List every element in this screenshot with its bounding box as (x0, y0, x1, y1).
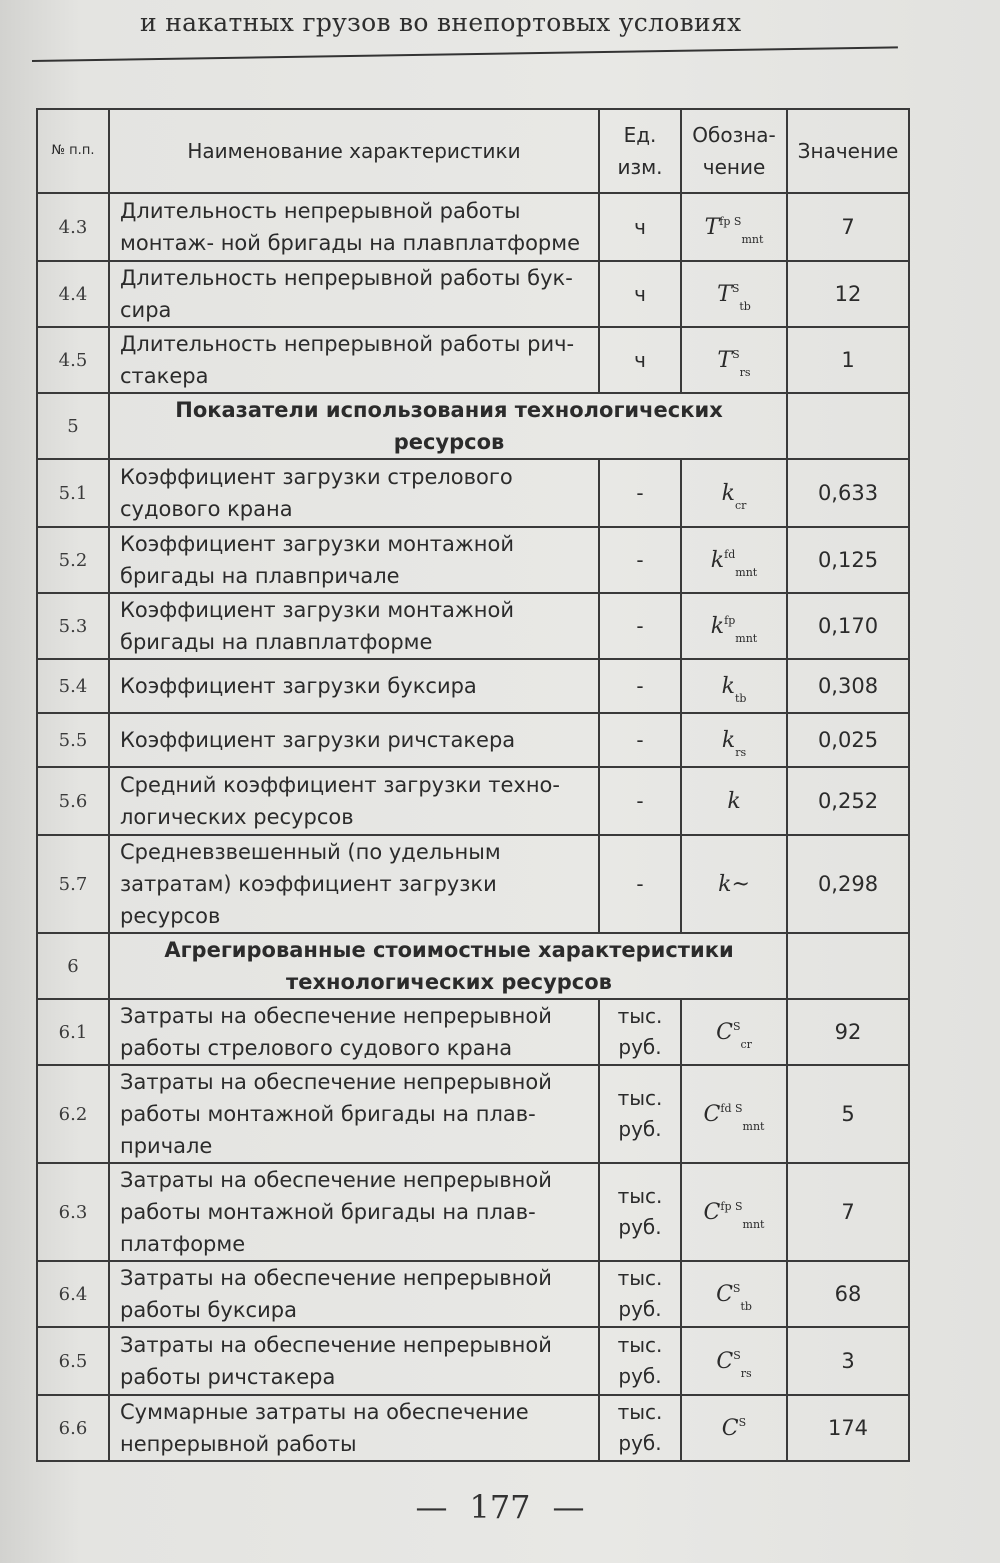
row-symbol (681, 659, 787, 713)
row-value (787, 393, 909, 459)
row-symbol (681, 1065, 787, 1163)
table-row (37, 659, 909, 713)
row-value: 92 (787, 999, 909, 1065)
row-value: 12 (787, 261, 909, 327)
row-number: 5.3 (37, 593, 109, 659)
row-value: 0,308 (787, 659, 909, 713)
row-unit: тыс. руб. (599, 1163, 681, 1261)
symbol-subscript: tb (740, 1299, 752, 1313)
symbol-base: C (703, 1199, 721, 1225)
row-name: Затраты на обеспечение непрерывной работы стрелового судового крана (109, 999, 599, 1065)
table-body (37, 193, 909, 1461)
row-name: Агрегированные стоимостные характеристики технологических ресурсов (109, 933, 787, 999)
symbol-superscript: S (733, 1348, 741, 1362)
characteristics-table-wrapper (36, 108, 908, 1462)
table-row (37, 713, 909, 767)
section-row (37, 393, 909, 459)
header-symbol: Обозна- чение (681, 109, 787, 193)
row-value: 0,298 (787, 835, 909, 933)
table-row (37, 261, 909, 327)
symbol-subscript: mnt (742, 1119, 765, 1133)
table-row (37, 835, 909, 933)
row-number: 5.1 (37, 459, 109, 527)
row-name: Затраты на обеспечение непрерывной работы монтажной бригады на плав- платформе (109, 1163, 599, 1261)
symbol-subscript: rs (739, 365, 751, 379)
row-unit: тыс. руб. (599, 999, 681, 1065)
row-value: 0,025 (787, 713, 909, 767)
row-symbol (681, 1163, 787, 1261)
characteristics-table (36, 108, 910, 1462)
row-number: 5.5 (37, 713, 109, 767)
symbol-subscript: mnt (742, 1217, 765, 1231)
symbol-base: k (710, 613, 725, 639)
row-unit: - (599, 767, 681, 835)
row-number: 5.6 (37, 767, 109, 835)
row-unit: - (599, 527, 681, 593)
row-unit: - (599, 593, 681, 659)
row-symbol (681, 459, 787, 527)
symbol-subscript: mnt (741, 232, 764, 246)
table-row (37, 193, 909, 261)
row-name: Коэффициент загрузки монтажной бригады на плавплатформе (109, 593, 599, 659)
row-symbol (681, 327, 787, 393)
row-unit: тыс. руб. (599, 1261, 681, 1327)
row-number: 4.5 (37, 327, 109, 393)
row-value: 0,252 (787, 767, 909, 835)
symbol-subscript: mnt (735, 631, 758, 645)
symbol-superscript: fd (724, 547, 736, 561)
section-row (37, 933, 909, 999)
row-unit: тыс. руб. (599, 1327, 681, 1395)
header-value: Значение (787, 109, 909, 193)
table-row (37, 1261, 909, 1327)
row-symbol (681, 713, 787, 767)
symbol-superscript: S (732, 1281, 741, 1295)
table-row (37, 593, 909, 659)
row-number: 4.4 (37, 261, 109, 327)
symbol-base: k~ (718, 871, 750, 897)
row-unit: - (599, 713, 681, 767)
row-number: 6.6 (37, 1395, 109, 1461)
symbol-base: k (727, 788, 741, 814)
symbol-subscript: tb (739, 299, 751, 313)
row-value: 7 (787, 193, 909, 261)
row-symbol (681, 767, 787, 835)
row-number: 6.4 (37, 1261, 109, 1327)
symbol-base: C (716, 1281, 733, 1307)
symbol-subscript: cr (740, 1037, 752, 1051)
row-value: 3 (787, 1327, 909, 1395)
row-name: Средний коэффициент загрузки техно- логических ресурсов (109, 767, 599, 835)
symbol-subscript: rs (735, 745, 747, 759)
row-number: 6.3 (37, 1163, 109, 1261)
row-unit: тыс. руб. (599, 1065, 681, 1163)
row-value: 7 (787, 1163, 909, 1261)
row-number: 6.5 (37, 1327, 109, 1395)
table-row (37, 459, 909, 527)
symbol-subscript: cr (734, 498, 747, 512)
header-name: Наименование характеристики (109, 109, 599, 193)
row-unit: - (599, 459, 681, 527)
symbol-superscript: fp (724, 613, 736, 627)
symbol-base: T (717, 281, 732, 307)
table-row (37, 327, 909, 393)
row-unit: тыс. руб. (599, 1395, 681, 1461)
row-name: Суммарные затраты на обеспечение непрерывной работы (109, 1395, 599, 1461)
row-value: 1 (787, 327, 909, 393)
folio-dash-left: — (415, 1488, 448, 1526)
row-symbol (681, 1327, 787, 1395)
row-name: Затраты на обеспечение непрерывной работы буксира (109, 1261, 599, 1327)
row-name: Длительность непрерывной работы бук- сира (109, 261, 599, 327)
table-row (37, 1395, 909, 1461)
row-number: 6 (37, 933, 109, 999)
row-unit: - (599, 835, 681, 933)
row-name: Средневзвешенный (по удельным затратам) коэффициент загрузки ресурсов (109, 835, 599, 933)
symbol-base: T (717, 347, 733, 373)
folio-dash-right: — (552, 1488, 585, 1526)
row-number: 4.3 (37, 193, 109, 261)
row-symbol (681, 835, 787, 933)
symbol-superscript: fd S (720, 1101, 743, 1115)
row-number: 5 (37, 393, 109, 459)
table-row (37, 1327, 909, 1395)
row-value: 0,170 (787, 593, 909, 659)
row-symbol (681, 261, 787, 327)
row-number: 5.2 (37, 527, 109, 593)
table-row (37, 527, 909, 593)
row-number: 6.1 (37, 999, 109, 1065)
row-unit: ч (599, 261, 681, 327)
row-symbol (681, 1261, 787, 1327)
symbol-superscript: S (731, 281, 740, 295)
row-name: Длительность непрерывной работы рич- стакера (109, 327, 599, 393)
symbol-base: k (721, 480, 735, 506)
symbol-base: C (721, 1415, 739, 1441)
row-name: Коэффициент загрузки монтажной бригады на плавпричале (109, 527, 599, 593)
row-value: 174 (787, 1395, 909, 1461)
symbol-superscript: S (732, 1019, 741, 1033)
symbol-base: T (704, 214, 720, 240)
table-row (37, 1065, 909, 1163)
row-symbol (681, 593, 787, 659)
folio-number: 177 (469, 1488, 531, 1526)
row-value: 68 (787, 1261, 909, 1327)
row-name: Коэффициент загрузки стрелового судового крана (109, 459, 599, 527)
row-name: Затраты на обеспечение непрерывной работы монтажной бригады на плав- причале (109, 1065, 599, 1163)
row-number: 6.2 (37, 1065, 109, 1163)
row-symbol (681, 1395, 787, 1461)
row-symbol (681, 999, 787, 1065)
symbol-subscript: tb (734, 691, 747, 705)
row-value (787, 933, 909, 999)
symbol-base: C (716, 1019, 733, 1045)
header-rule (32, 46, 898, 62)
row-name: Затраты на обеспечение непрерывной работы ричстакера (109, 1327, 599, 1395)
symbol-superscript: fp S (719, 214, 742, 228)
symbol-base: k (710, 547, 725, 573)
row-name: Длительность непрерывной работы монтаж- ной бригады на плавплатформе (109, 193, 599, 261)
table-header-row (37, 109, 909, 193)
symbol-superscript: S (738, 1415, 747, 1429)
row-value: 0,633 (787, 459, 909, 527)
table-row (37, 1163, 909, 1261)
symbol-superscript: S (732, 347, 740, 361)
row-symbol (681, 527, 787, 593)
row-unit: ч (599, 327, 681, 393)
row-value: 0,125 (787, 527, 909, 593)
symbol-superscript: fp S (720, 1199, 743, 1213)
header-unit: Ед. изм. (599, 109, 681, 193)
row-name: Коэффициент загрузки ричстакера (109, 713, 599, 767)
row-number: 5.4 (37, 659, 109, 713)
row-number: 5.7 (37, 835, 109, 933)
row-symbol (681, 193, 787, 261)
row-unit: ч (599, 193, 681, 261)
row-name: Коэффициент загрузки буксира (109, 659, 599, 713)
running-head: и накатных грузов во внепортовых условиях (140, 8, 742, 37)
symbol-base: k (721, 673, 735, 699)
page-number (0, 1488, 1000, 1526)
row-unit: - (599, 659, 681, 713)
symbol-base: k (721, 727, 736, 753)
row-value: 5 (787, 1065, 909, 1163)
row-name: Показатели использования технологических ресурсов (109, 393, 787, 459)
header-num: № п.п. (37, 109, 109, 193)
symbol-subscript: mnt (735, 565, 758, 579)
symbol-subscript: rs (740, 1366, 752, 1380)
table-row (37, 999, 909, 1065)
symbol-base: C (716, 1348, 734, 1374)
table-row (37, 767, 909, 835)
symbol-base: C (703, 1101, 721, 1127)
